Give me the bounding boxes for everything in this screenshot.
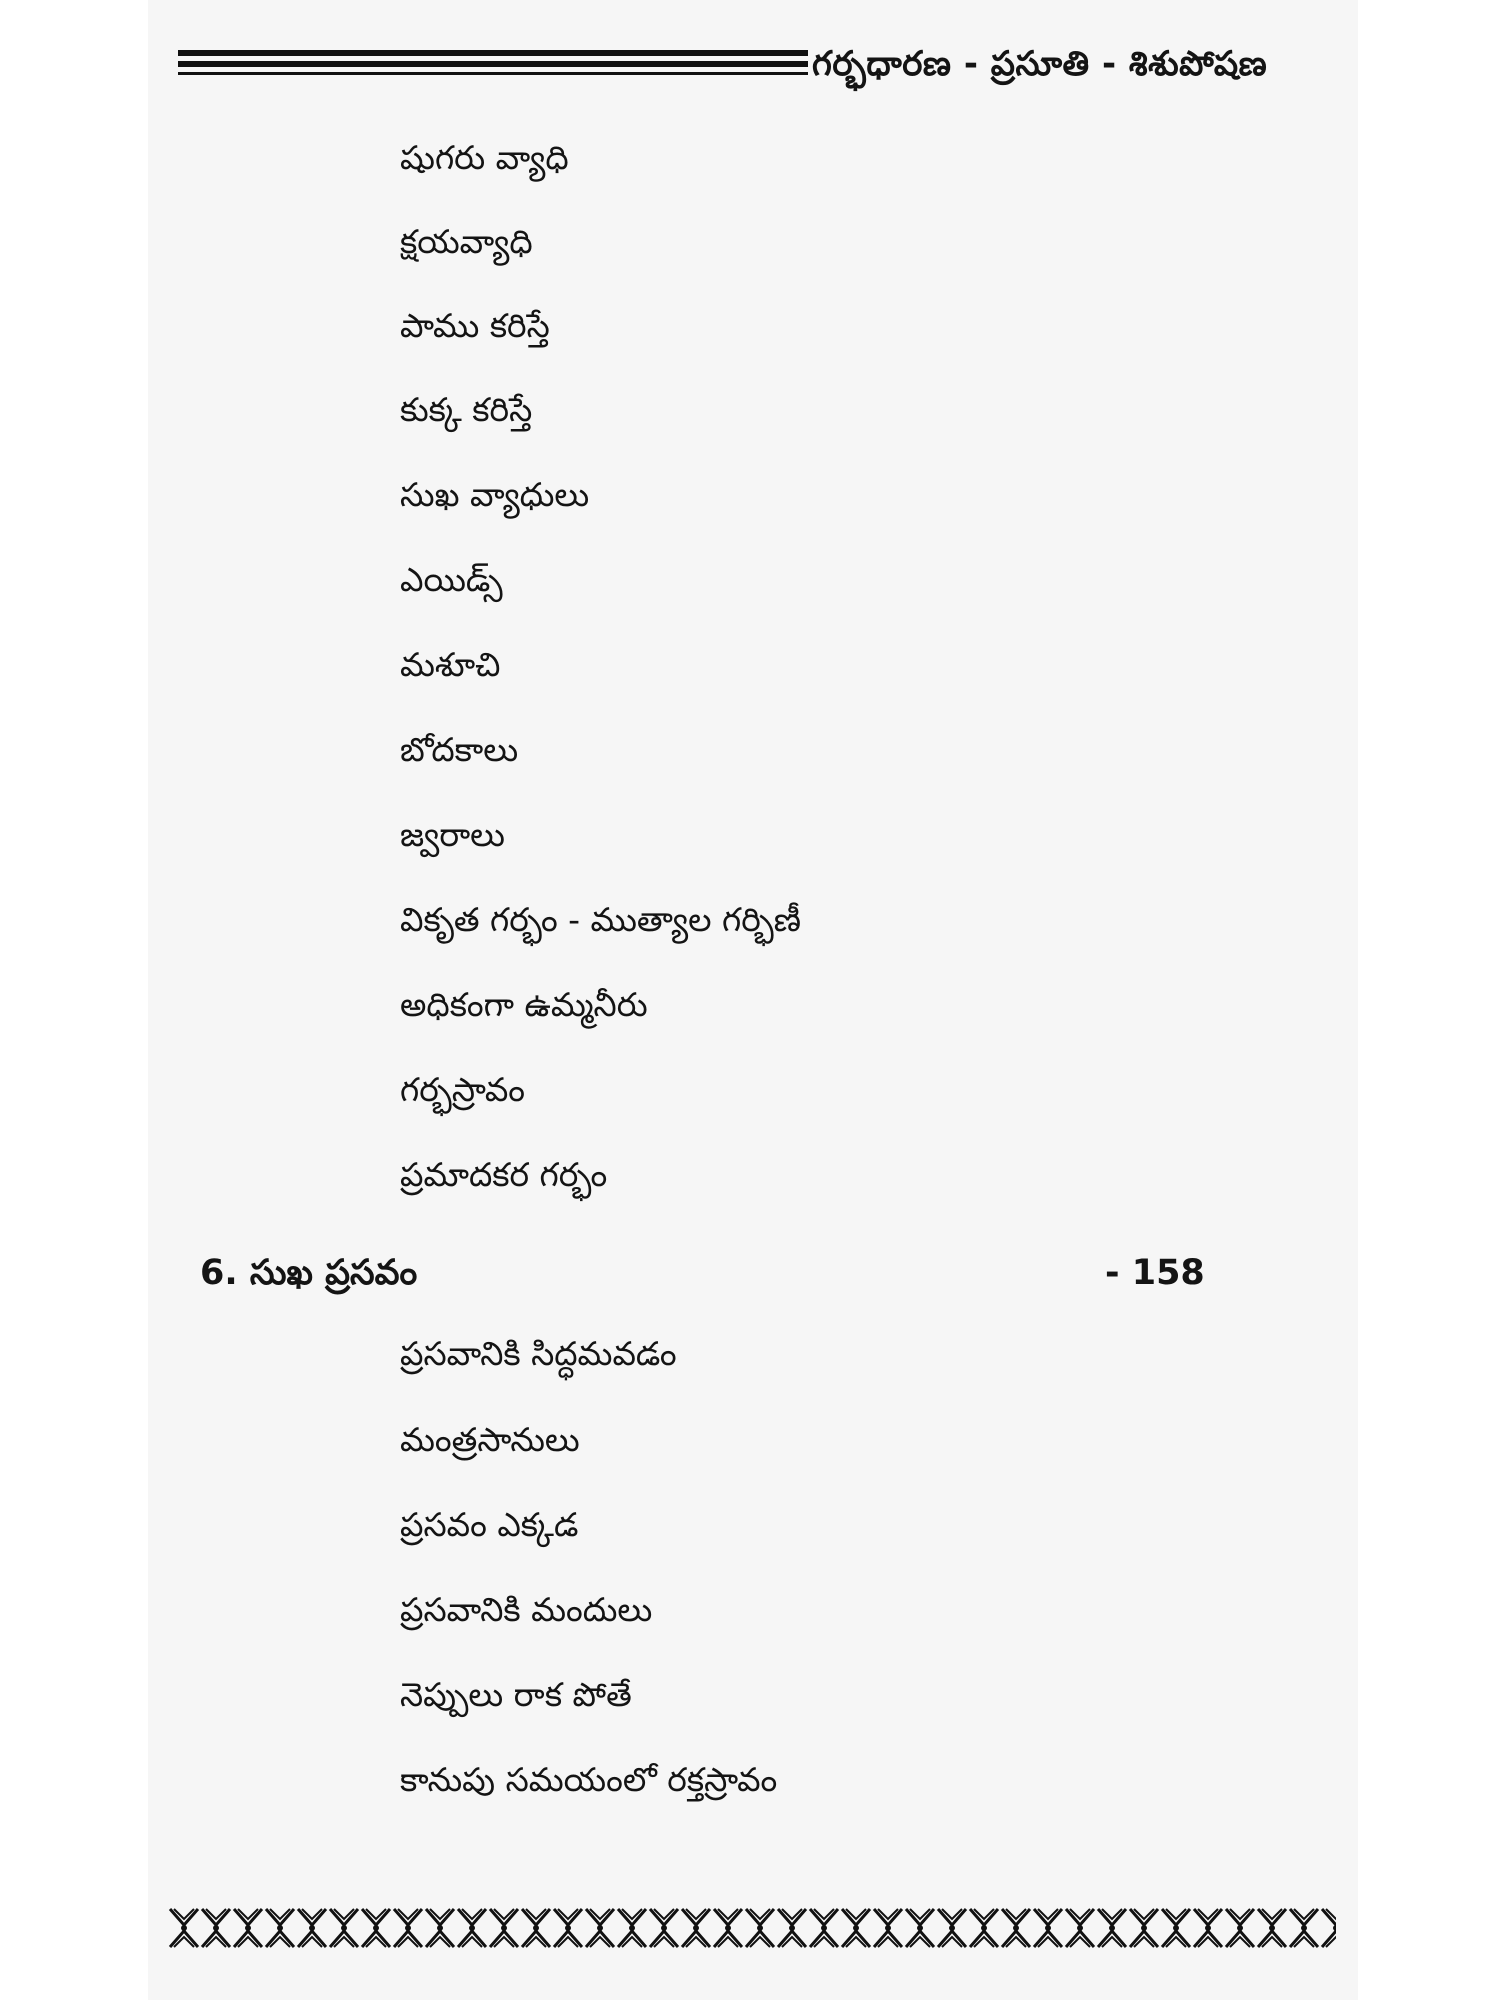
section-page-number: - 158 [1105, 1253, 1205, 1293]
toc-entry: మంత్రసానులు [400, 1420, 580, 1459]
toc-entry: సుఖ వ్యాధులు [400, 475, 590, 514]
toc-entry: పాము కరిస్తే [400, 306, 550, 345]
toc-entry: ప్రసవం ఎక్కడ [400, 1505, 579, 1544]
toc-entry: ప్రమాదకర గర్భం [400, 1155, 608, 1194]
toc-entry: జ్వరాలు [400, 815, 505, 854]
decorative-border [168, 1905, 1336, 1951]
toc-entry: షుగరు వ్యాధి [400, 138, 569, 177]
toc-entry: బోదకాలు [400, 730, 519, 769]
toc-entry: మశూచి [400, 645, 501, 684]
toc-entry: గర్భస్రావం [400, 1070, 526, 1109]
toc-entry: అధికంగా ఉమ్మనీరు [400, 985, 648, 1024]
toc-entry: క్షయవ్యాధి [400, 222, 533, 261]
page-background [148, 0, 1358, 2000]
toc-entry: ప్రసవానికి సిద్ధమవడం [400, 1334, 677, 1373]
page-margin [1358, 0, 1500, 2000]
toc-entry: ప్రసవానికి మందులు [400, 1590, 653, 1629]
running-header: గర్భధారణ - ప్రసూతి - శిశుపోషణ [812, 44, 1268, 84]
section-heading: 6. సుఖ ప్రసవం [200, 1253, 418, 1293]
header-rule [178, 50, 808, 80]
toc-entry: ఎయిడ్స్ [400, 560, 503, 599]
toc-entry: నెప్పులు రాక పోతే [400, 1675, 632, 1714]
toc-entry: వికృత గర్భం - ముత్యాల గర్భిణీ [400, 900, 802, 939]
toc-entry: కుక్క కరిస్తే [400, 390, 533, 429]
toc-entry: కానుపు సమయంలో రక్తస్రావం [400, 1760, 778, 1799]
